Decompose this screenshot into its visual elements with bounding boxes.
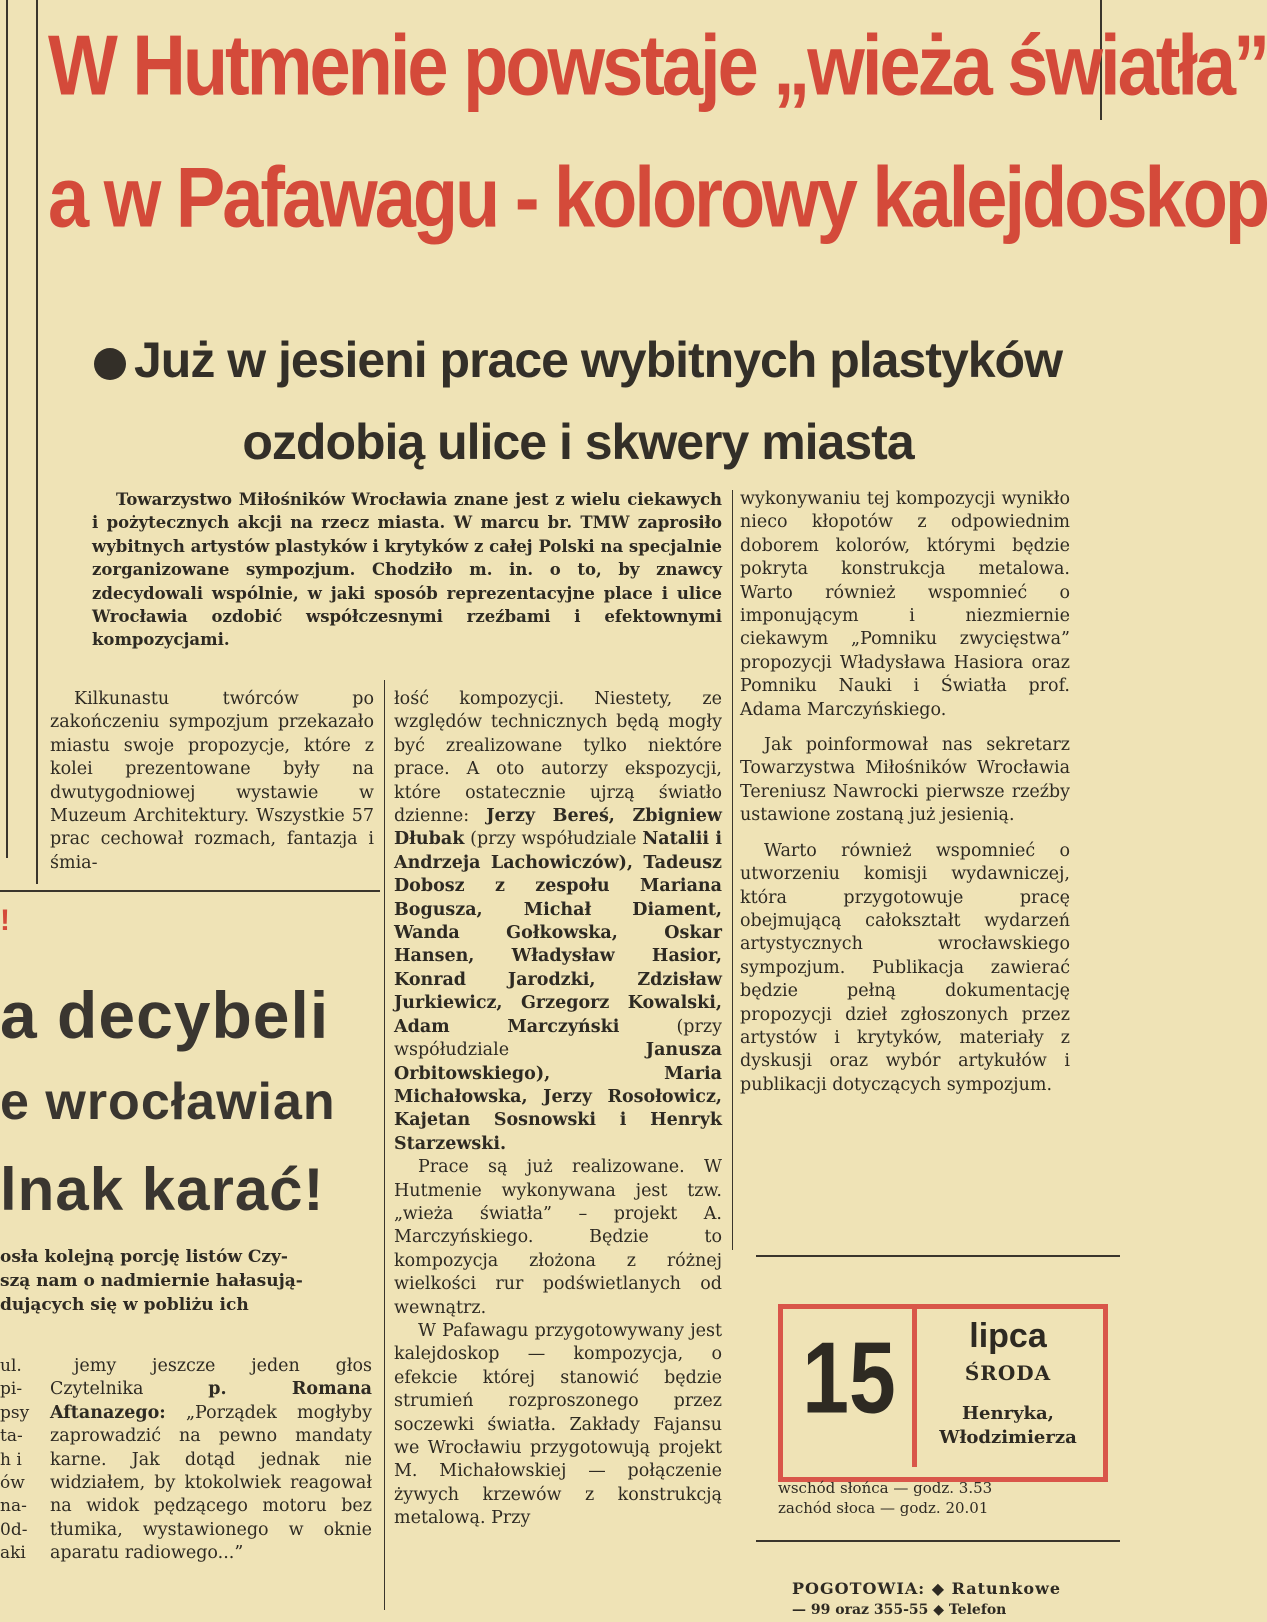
subheadline-text-1: Już w jesieni prace wybitnych plastyków [134, 332, 1062, 388]
side-body [50, 1355, 372, 1615]
lead-paragraph: Towarzystwo Miłośników Wrocławia znane jest z wielu ciekawych i pożytecznych akcji na rzecz miasta. W marcu br. TMW zaprosiło wybitnych artystów plastyków i krytyków z całej Polski na specjalnie zorganizowane sympozjum. Chodziło m. in. o to, by znawcy zdecydowali wspólnie, w jaki sposób reprezentacyjne place i ulice Wrocławia ozdobić współczesnymi rzeźbami i efektownymi kompozycjami. [92, 490, 722, 650]
side-body-text-b: „Porządek mogłyby zaprowadzić na pewno mandaty karne. Jak dotąd jednak nie widziałem, by ktokolwiek reagował na widok pędzącego motoru bez tłumika, wystawionego w oknie aparatu radiowego...” [50, 1402, 372, 1564]
col2-p1-names-c: Janusza Orbitowskiego), Maria Michałowska, Jerzy Rosołowicz, Kajetan Sosnowski i Henryk Starzewski. [394, 1040, 722, 1154]
column-rule-2 [732, 490, 733, 1250]
article-left-rule [36, 0, 38, 884]
col1-paragraph-1: Kilkunastu twórców po zakończeniu sympozjum przekazało miastu swoje propozycje, które z kolei prezentowane były na dwutygodniowej wystawie w Muzeum Architektury. Wszystkie 57 prac cechował rozmach, fantazja i śmia- [50, 689, 374, 873]
calendar-day: 15 [802, 1321, 896, 1434]
col2-p1-text-b: (przy współudziale [464, 829, 643, 850]
calendar-bottom-rule [756, 1540, 1120, 1542]
col3-gap-2 [740, 828, 1070, 840]
side-fragment: na- [0, 1496, 27, 1517]
subheadline-line-1 [48, 332, 1108, 388]
calendar-names-2: Włodzimierza [939, 1427, 1077, 1448]
subheadline-line-2: ozdobią ulice i skwery miasta [242, 414, 914, 470]
side-exclaim: ! [0, 904, 10, 937]
side-lead [0, 1245, 374, 1317]
side-headline-3: lnak karać! [0, 1156, 325, 1223]
col3-paragraph-3: Warto również wspomnieć o utworzeniu komisji wydawniczej, która przygotowuje pracę obejmującą całokształt wydarzeń artystycznych wrocławskiego sympozjum. Publikacja zawierać będzie pełną dokumentację propozycji dzieł zgłoszonych przez artystów i krytyków, materiały z dyskusji oraz wybór artykułów i publikacji dotyczących sympozjum. [740, 840, 1070, 1095]
footer-line-2: — 99 oraz 355-55 ◆ Telefon [792, 1602, 1007, 1618]
side-body-author: p. Romana Aftanazego: [50, 1379, 373, 1423]
side-fragment: pi- [0, 1379, 23, 1400]
side-headline-2: e wrocławian [0, 1073, 336, 1131]
col2-p1-names-a: Jerzy Bereś, Zbigniew Dłubak [394, 806, 722, 850]
calendar-weekday: ŚRODA [964, 1361, 1052, 1385]
col3-paragraph-2: Jak poinformował nas sekretarz Towarzystwa Miłośników Wrocławia Tereniusz Nawrocki pierwsze rzeźby ustawione zostaną już jesienią. [740, 735, 1070, 826]
calendar-sunrise: wschód słońca — godz. 3.53 [778, 1479, 993, 1497]
col2-paragraph-3: W Pafawagu przygotowywany jest kalejdoskop — kompozycja, o efekcie której stanowić będzie strumień rozproszonego przez soczewki światła. Zakłady Fajansu we Wrocławiu przygotowują projekt M. Michałowskiej — połączenie żywych krzewów z konstrukcją metalową. Przy [394, 1320, 722, 1529]
col2-p1-text: łość kompozycji. Niestety, ze względów technicznych będą mogły być zrealizowane tylko niektóre prace. A oto autorzy ekspozycji, które ostatecznie ujrzą światło dzienne: [394, 689, 722, 827]
side-lead-line-3: dujących się w pobliżu ich [0, 1295, 249, 1315]
calendar-sunset: zachód słoca — godz. 20.01 [778, 1499, 989, 1517]
article-column-3 [740, 488, 1070, 1097]
side-left-fragments [0, 1355, 36, 1566]
side-body-paragraph [50, 1355, 372, 1566]
headline-line-2: a w Pafawagu - kolorowy kalejdoskop [48, 149, 1267, 245]
side-headline-1: a decybeli [0, 978, 330, 1052]
calendar-divider [912, 1309, 917, 1467]
col2-paragraph-2: Prace są już realizowane. W Hutmenie wykonywana jest tzw. „wieża światła” – projekt A. Marczyńskiego. Będzie to kompozycja złożona z różnej wielkości rur podświetlanych od wewnątrz. [394, 1157, 722, 1318]
article-column-1 [50, 688, 374, 875]
side-body-text-a: jemy jeszcze jeden głos Czytelnika [50, 1356, 372, 1400]
side-fragment: 0d- [0, 1519, 28, 1540]
side-fragment: ul. [0, 1356, 22, 1376]
bullet-icon [94, 348, 126, 380]
headline-line-1: W Hutmenie powstaje „wieża światła” [48, 17, 1267, 113]
calendar-top-rule [756, 1255, 1120, 1257]
side-lead-line-2: szą nam o nadmiernie hałasują- [0, 1271, 303, 1291]
left-column-rule [6, 0, 8, 858]
col3-paragraph-1: wykonywaniu tej kompozycji wynikło nieco kłopotów z odpowiednim doborem kolorów, którymi będzie pokryta konstrukcja metalowa. Warto również wspomnieć o imponującym i niezmiernie ciekawym „Pomniku zwycięstwa” propozycji Władysława Hasiora oraz Pomniku Nauki i Światła prof. Adama Marczyńskiego. [740, 489, 1070, 720]
footer-line-1: POGOTOWIA: ◆ Ratunkowe [792, 1579, 1062, 1598]
column-rule-1 [384, 680, 385, 1610]
calendar-month: lipca [969, 1317, 1047, 1355]
calendar-names-1: Henryka, [962, 1403, 1054, 1424]
side-fragment: psy [0, 1402, 30, 1423]
side-fragment: aki [0, 1543, 26, 1564]
side-lead-line-1: osła kolejną porcję listów Czy- [0, 1247, 288, 1267]
side-article-top-rule [0, 890, 380, 892]
article-column-2 [394, 688, 722, 1531]
side-fragment: h i [0, 1449, 22, 1470]
col2-paragraph-1 [394, 688, 722, 1156]
side-fragment: ta- [0, 1426, 23, 1447]
col3-gap-1 [740, 722, 1070, 734]
side-fragment: ów [0, 1473, 25, 1494]
col2-p1-text-c: (przy współudziale [394, 1016, 722, 1061]
col2-p1-names-b: Natalii i Andrzeja Lachowiczów), Tadeusz Dobosz z zespołu Mariana Bogusza, Michał Diament, Wanda Gołkowska, Oskar Hansen, Władysław Hasior, Konrad Jarodzki, Zdzisław Jurkiewicz, Grzegorz Kowalski, Adam Marczyński [394, 829, 722, 1037]
